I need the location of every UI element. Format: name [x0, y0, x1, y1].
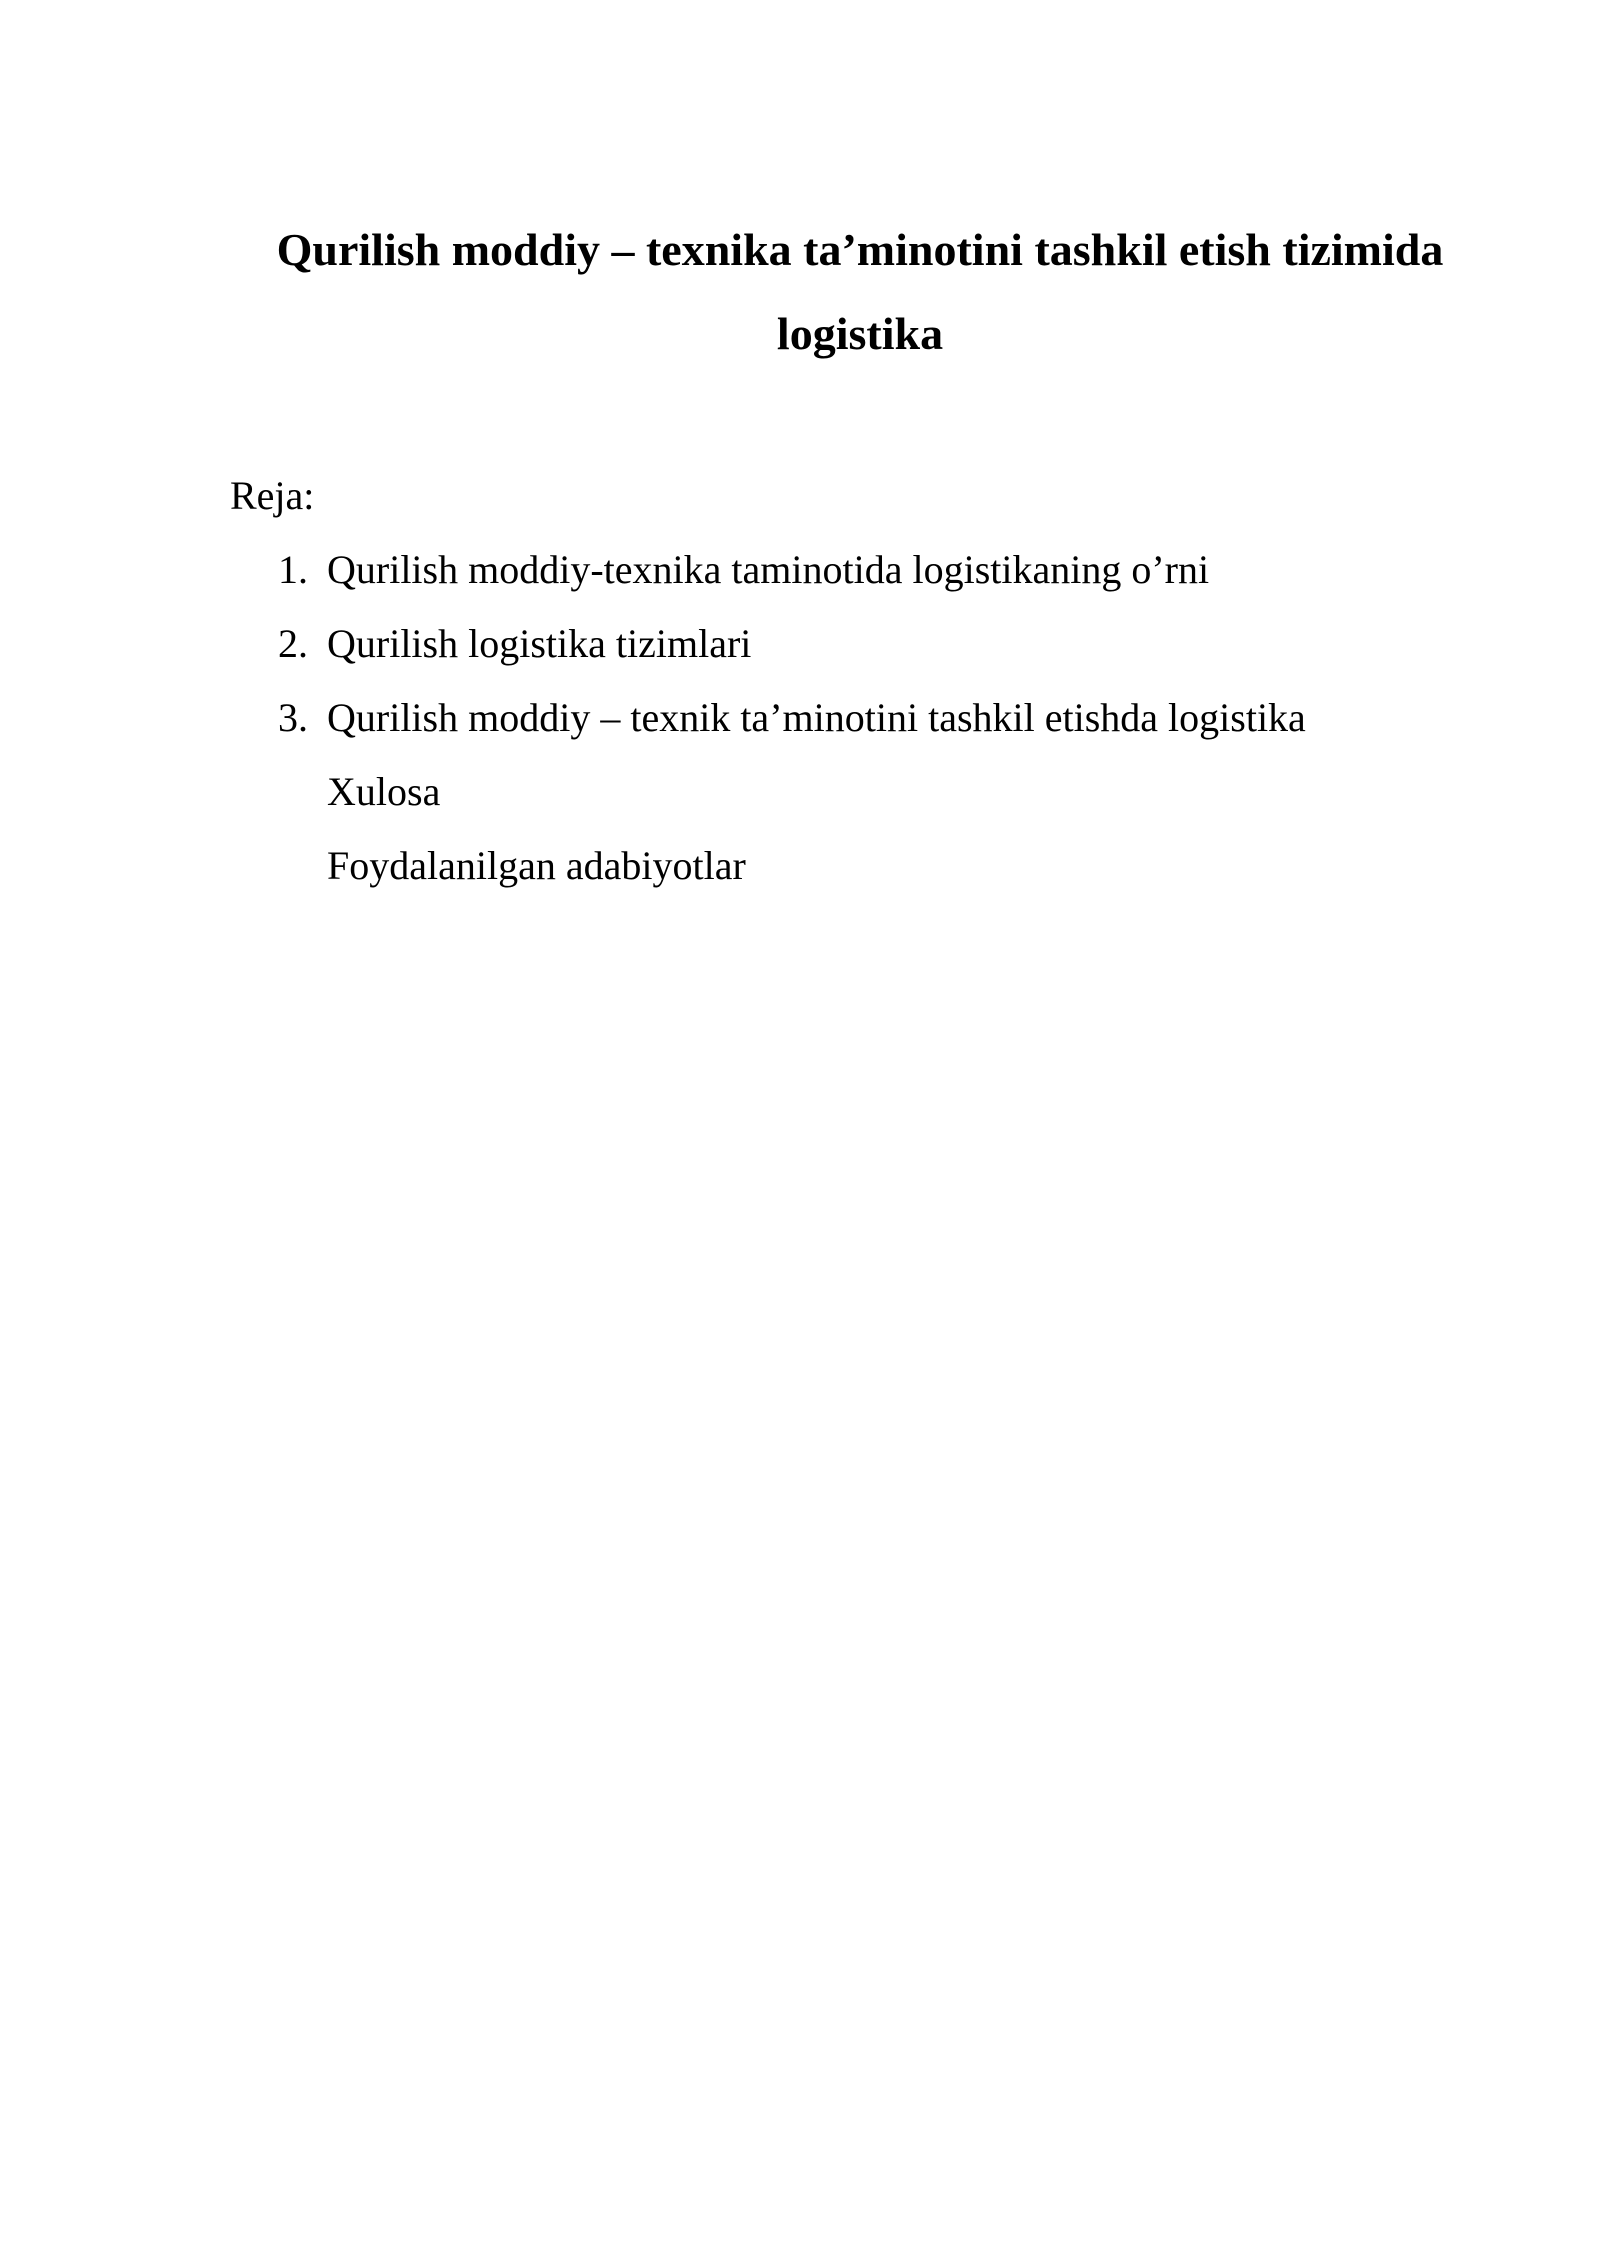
plan-item-number: 1. — [278, 547, 308, 592]
plan-item-text: Xulosa — [327, 769, 441, 814]
plan-label: Reja: — [230, 473, 315, 518]
plan-item-text: Qurilish logistika tizimlari — [327, 621, 752, 666]
plan-item-text: Foydalanilgan adabiyotlar — [327, 843, 746, 888]
plan-item-number: 3. — [278, 695, 308, 740]
title-line-2: logistika — [776, 308, 944, 359]
plan-item-text: Qurilish moddiy – texnik ta’minotini tashkil etishda logistika — [327, 695, 1306, 740]
document-title — [230, 208, 1490, 376]
plan-item-text: Qurilish moddiy-texnika taminotida logistikaning o’rni — [327, 547, 1210, 592]
plan-item-number: 2. — [278, 621, 308, 666]
title-line-1: Qurilish moddiy – texnika ta’minotini tashkil etish tizimida — [276, 224, 1444, 275]
